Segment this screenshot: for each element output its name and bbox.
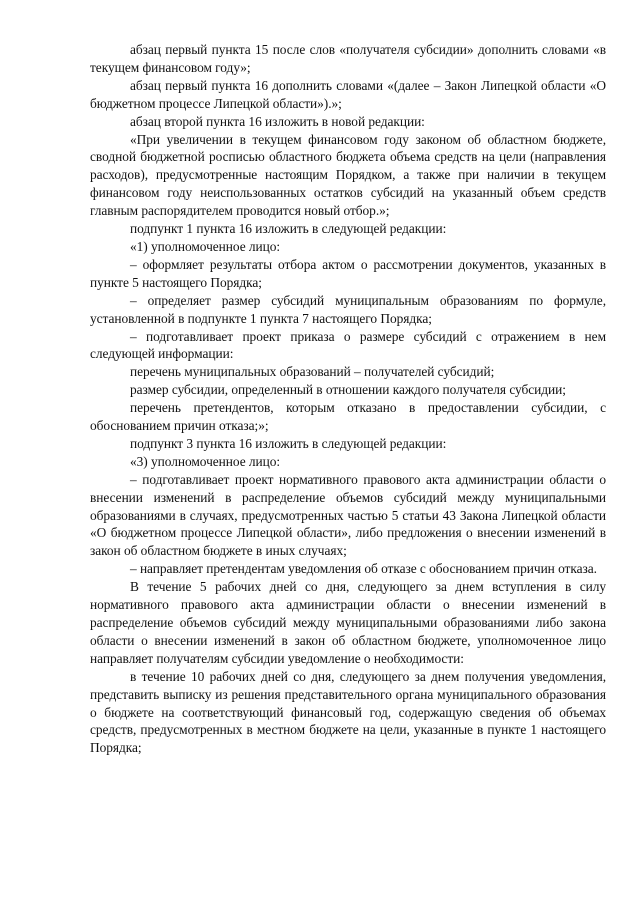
paragraph: В течение 5 рабочих дней со дня, следующего за днем вступления в силу нормативного правового акта администрации области о внесении изменений в распределение объемов субсидий между муниципальными образованиями либо закона области о внесении изменений в закон об областном бюджете, уполномоченное лицо направляет получателям субсидии уведомление о необходимости:: [90, 579, 606, 666]
paragraph: – подготавливает проект приказа о размере субсидий с отражением в нем следующей информации:: [90, 328, 606, 362]
paragraph: «При увеличении в текущем финансовом году законом об областном бюджете, сводной бюджетной росписью областного бюджета объема средств на цели (направления расходов), предусмотренные настоящим Порядком, а также при наличии в текущем финансовом году неиспользованных остатков субсидий на указанный объем средств главным распорядителем проводится новый отбор.»;: [90, 131, 606, 219]
paragraph: «1) уполномоченное лицо:: [130, 238, 281, 254]
paragraph: абзац первый пункта 15 после слов «получателя субсидии» дополнить словами «в текущем финансовом году»;: [90, 42, 606, 75]
document-page: [90, 41, 606, 757]
paragraph: абзац второй пункта 16 изложить в новой редакции:: [130, 113, 425, 129]
paragraph: «3) уполномоченное лицо:: [130, 453, 281, 469]
paragraph: – определяет размер субсидий муниципальным образованиям по формуле, установленной в подпункте 1 пункта 7 настоящего Порядка;: [90, 292, 606, 326]
paragraph: – подготавливает проект нормативного правового акта администрации области о внесении изменений в распределение объемов субсидий между муниципальными образованиями в случаях, предусмотренных частью 5 статьи 43 Закона Липецкой области «О бюджетном процессе Липецкой области», либо предложения о внесении изменений в закон об областном бюджете в иных случаях;: [90, 471, 606, 559]
paragraph: – оформляет результаты отбора актом о рассмотрении документов, указанных в пункте 5 настоящего Порядка;: [90, 256, 606, 290]
paragraph: перечень претендентов, которым отказано в предоставлении субсидии, с обоснованием причин отказа;»;: [90, 400, 606, 434]
paragraph: перечень муниципальных образований – получателей субсидий;: [130, 364, 495, 380]
paragraph: – направляет претендентам уведомления об отказе с обоснованием причин отказа.: [130, 561, 597, 577]
paragraph: в течение 10 рабочих дней со дня, следующего за днем получения уведомления, представить выписку из решения представительного органа муниципального образования о бюджете на соответствующий финансовый год, содержащую сведения об объемах средств, предусмотренных в местном бюджете на цели, указанные в пункте 1 настоящего Порядка;: [90, 668, 606, 756]
paragraph: размер субсидии, определенный в отношении каждого получателя субсидии;: [130, 382, 566, 398]
paragraph: абзац первый пункта 16 дополнить словами «(далее – Закон Липецкой области «О бюджетном процессе Липецкой области»).»;: [90, 77, 606, 111]
paragraph: подпункт 1 пункта 16 изложить в следующей редакции:: [130, 221, 447, 237]
paragraph: подпункт 3 пункта 16 изложить в следующей редакции:: [130, 435, 447, 451]
